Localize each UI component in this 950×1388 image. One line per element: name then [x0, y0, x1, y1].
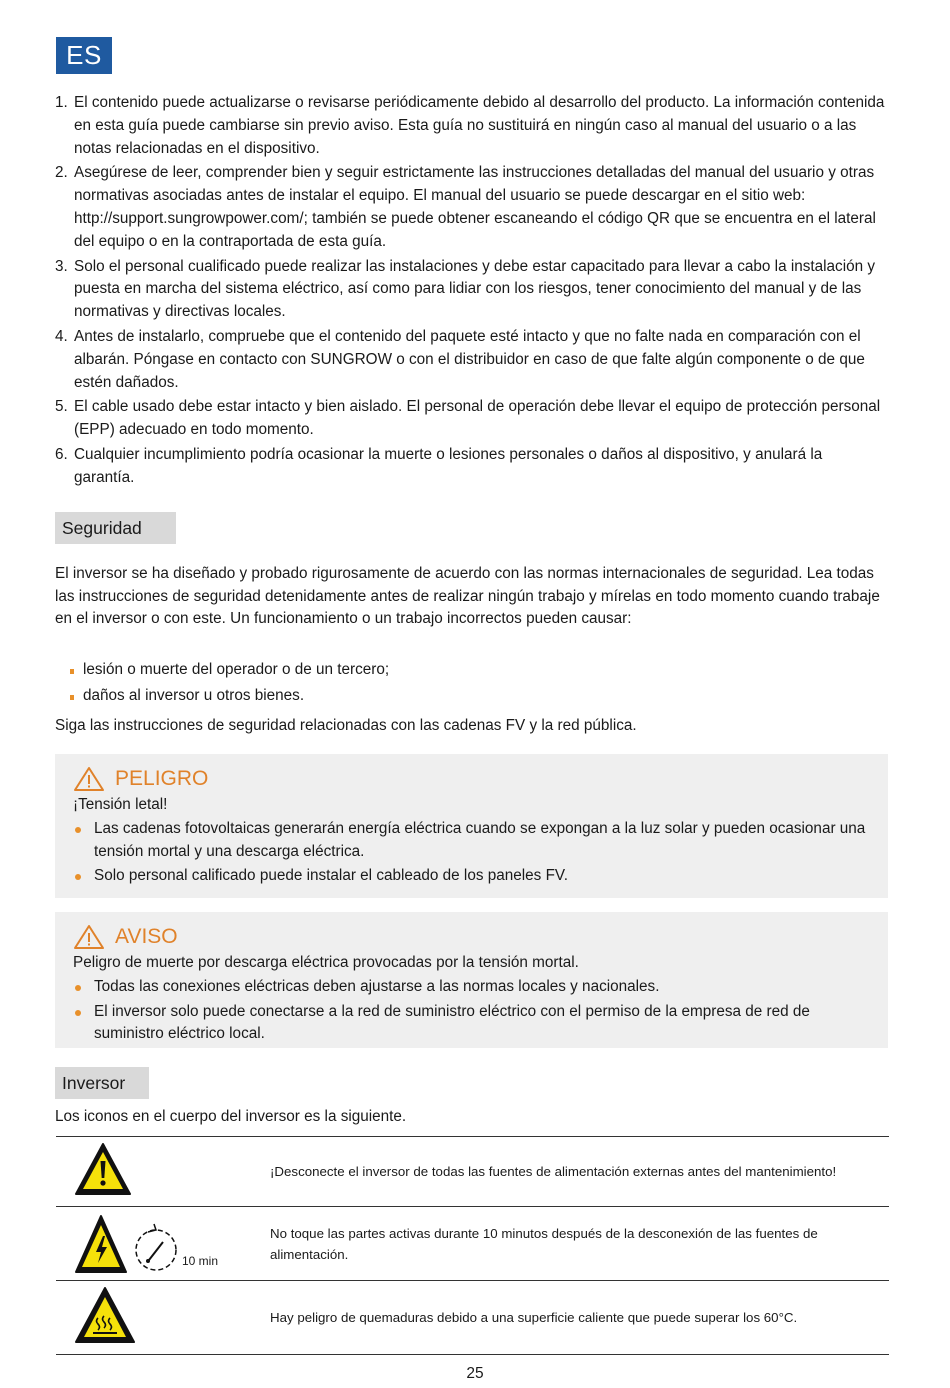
item-number: 5. [55, 398, 68, 416]
notice-list [73, 976, 870, 1046]
list-item [55, 326, 885, 394]
list-item [55, 256, 885, 324]
item-text: El contenido puede actualizarse o revisarse periódicamente debido al desarrollo del producto. La información contenida en esta guía puede cambiarse sin previo aviso. Esta guía no sustituirá en ningún caso al manual del usuario o a las notas relacionadas en el dispositivo. [74, 94, 885, 157]
symbol-icon-cell [56, 1207, 270, 1281]
item-text: Solo el personal cualificado puede realizar las instalaciones y debe estar capacitado para llevar a cabo la instalación y puesta en marcha del sistema eléctrico, así como para lidiar con los riesgos, tener conocimiento del manual y de las normativas y directivas locales. [74, 257, 876, 321]
item-text: Asegúrese de leer, comprender bien y seguir estrictamente las instrucciones detalladas del manual del usuario y otras normativas asociadas antes de instalar el equipo. El manual del usuario se puede descargar en el sitio web: http://support.sungrowpower.com/; también se puede obtener escaneando el código QR que se encuentra en el lateral del equipo o en la contraportada de esta guía. [74, 164, 876, 250]
high-voltage-icon [74, 1214, 128, 1274]
list-item: Las cadenas fotovoltaicas generarán energía eléctrica cuando se expongan a la luz solar y pueden ocasionar una tensión mortal y una descarga eléctrica. [73, 818, 870, 863]
table-row [56, 1207, 889, 1281]
notice-title [73, 922, 870, 952]
warning-triangle-icon [73, 924, 105, 950]
symbol-description: No toque las partes activas durante 10 minutos después de la desconexión de las fuentes de alimentación. [270, 1207, 889, 1281]
symbol-icon-cell [56, 1281, 270, 1355]
inverter-intro: Los iconos en el cuerpo del inversor es la siguiente. [55, 1108, 407, 1125]
item-text: Cualquier incumplimiento podría ocasionar la muerte o lesiones personales o daños al dispositivo, y anulará la garantía. [74, 445, 823, 486]
notice-subtitle: Peligro de muerte por descarga eléctrica provocadas por la tensión mortal. [73, 954, 579, 971]
item-number: 1. [55, 94, 68, 111]
safety-follow-text: Siga las instrucciones de seguridad relacionadas con las cadenas FV y la red pública. [55, 717, 637, 734]
item-number: 3. [55, 257, 68, 275]
list-item [55, 444, 885, 490]
list-item: Todas las conexiones eléctricas deben ajustarse a las normas locales y nacionales. [73, 976, 870, 999]
symbol-table [56, 1136, 889, 1355]
danger-title [73, 764, 870, 794]
danger-box [55, 754, 888, 898]
page-number: 25 [466, 1365, 484, 1382]
intro-list [55, 92, 885, 492]
danger-title-text: PELIGRO [115, 767, 209, 790]
item-number: 2. [55, 164, 68, 182]
hot-surface-icon [74, 1286, 136, 1344]
section-title-safety: Seguridad [55, 512, 176, 544]
language-badge: ES [56, 37, 112, 74]
list-item: El inversor solo puede conectarse a la red de suministro eléctrico con el permiso de la empresa de red de suministro eléctrico local. [73, 1001, 870, 1046]
danger-list [73, 818, 870, 888]
item-text: Antes de instalarlo, compruebe que el contenido del paquete esté intacto y que no falte nada en comparación con el albarán. Póngase en contacto con SUNGROW o con el distribuidor en caso de que falte algún componente o de que estén dañados. [74, 327, 865, 391]
timer-icon [134, 1220, 184, 1274]
item-text: El cable usado debe estar intacto y bien aislado. El personal de operación debe llevar el equipo de protección personal (EPP) adecuado en todo momento. [74, 398, 881, 439]
notice-box [55, 912, 888, 1048]
warning-triangle-icon [73, 766, 105, 792]
list-item: lesión o muerte del operador o de un tercero; [70, 657, 389, 683]
list-item [55, 162, 885, 253]
item-number: 6. [55, 445, 68, 463]
symbol-description: ¡Desconecte el inversor de todas las fuentes de alimentación externas antes del mantenimiento! [270, 1137, 889, 1207]
risk-list [70, 657, 389, 708]
list-item: Solo personal calificado puede instalar el cableado de los paneles FV. [73, 865, 870, 888]
table-row [56, 1137, 889, 1207]
list-item [55, 396, 885, 442]
general-warning-icon [74, 1142, 132, 1196]
list-item: daños al inversor u otros bienes. [70, 683, 389, 709]
item-number: 4. [55, 327, 68, 345]
table-row [56, 1281, 889, 1355]
list-item [55, 92, 885, 160]
symbol-description: Hay peligro de quemaduras debido a una superficie caliente que puede superar los 60°C. [270, 1281, 889, 1355]
symbol-icon-cell [56, 1137, 270, 1207]
danger-subtitle: ¡Tensión letal! [73, 796, 168, 813]
notice-title-text: AVISO [115, 925, 178, 948]
safety-paragraph: El inversor se ha diseñado y probado rigurosamente de acuerdo con las normas internacionales de seguridad. Lea todas las instrucciones de seguridad detenidamente antes de realizar ningún trabajo y mírelas en todo momento cuando trabaje en el inversor o con este. Un funcionamiento o un trabajo incorrectos pueden causar: [55, 565, 880, 627]
section-title-inverter: Inversor [55, 1067, 149, 1099]
timer-label: 10 min [182, 1253, 219, 1268]
